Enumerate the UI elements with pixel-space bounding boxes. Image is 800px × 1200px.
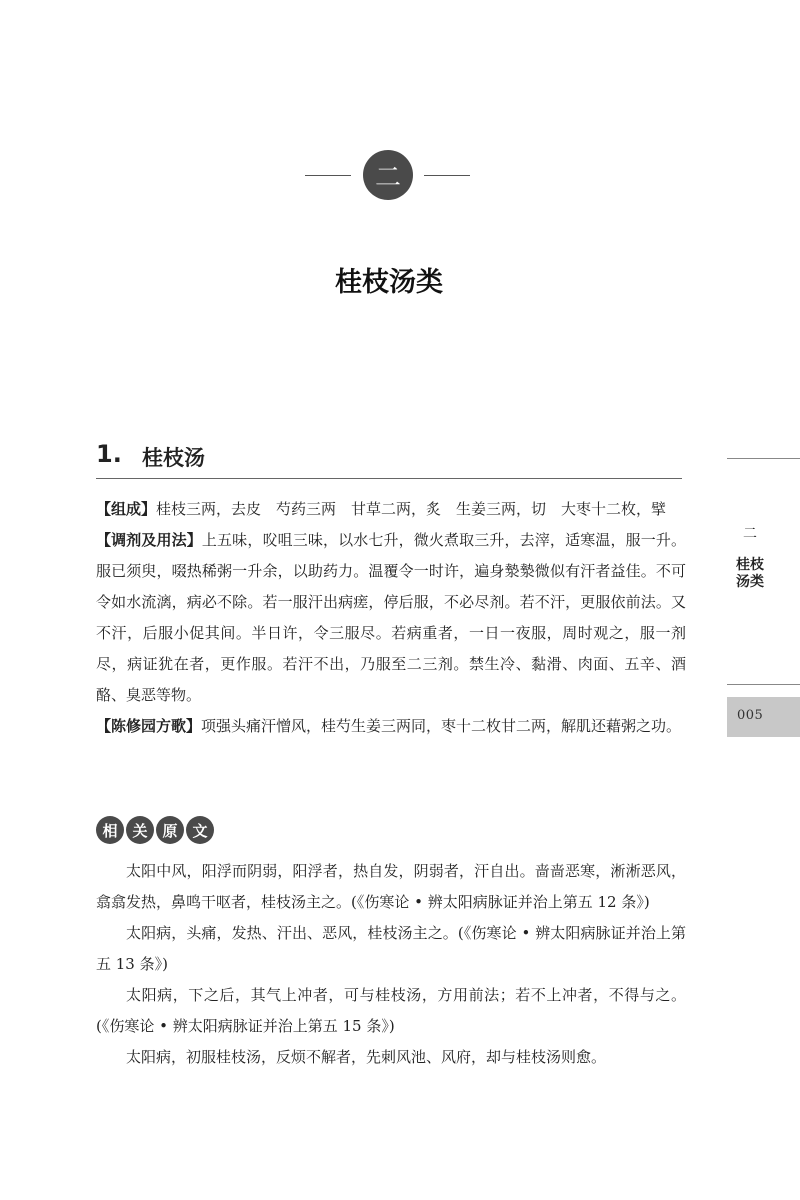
chapter-number-badge: 二 bbox=[363, 150, 413, 200]
chapter-title: 桂枝汤类 bbox=[335, 267, 443, 298]
related-original-text-heading bbox=[96, 816, 214, 844]
usage-paragraph bbox=[96, 525, 686, 711]
song-paragraph bbox=[96, 711, 686, 742]
chapter-rule-left bbox=[305, 175, 351, 176]
formula-block bbox=[96, 494, 686, 742]
related-paragraph: 太阳病，初服桂枝汤，反烦不解者，先刺风池、风府，却与桂枝汤则愈。 bbox=[126, 1048, 607, 1066]
side-chapter-number: 二 bbox=[743, 526, 757, 542]
composition-paragraph bbox=[96, 494, 686, 525]
composition-label: 【组成】 bbox=[96, 500, 157, 518]
side-rule-top bbox=[727, 458, 800, 459]
chapter-rule-right bbox=[424, 175, 470, 176]
heading-char: 文 bbox=[186, 816, 214, 844]
heading-char: 关 bbox=[126, 816, 154, 844]
song-text: 项强头痛汗憎风，桂芍生姜三两同，枣十二枚甘二两，解肌还藉粥之功。 bbox=[201, 717, 682, 735]
related-paragraph: 太阳中风，阳浮而阴弱，阳浮者，热自发，阴弱者，汗自出。啬啬恶寒，淅淅恶风，翕翕发热，鼻鸣干呕者，桂枝汤主之。(《伤寒论 • 辨太阳病脉证并治上第五 12 条》) bbox=[96, 862, 686, 911]
section-heading bbox=[96, 440, 682, 479]
heading-char: 相 bbox=[96, 816, 124, 844]
page-number-box bbox=[727, 697, 800, 737]
section-number: 1. bbox=[96, 440, 122, 468]
side-chapter-title bbox=[735, 557, 765, 591]
side-rule-bottom bbox=[727, 684, 800, 685]
side-chapter-title-text: 桂枝汤类 bbox=[736, 557, 764, 590]
usage-text: 上五味，㕮咀三味，以水七升，微火煮取三升，去滓，适寒温，服一升。服已须臾，啜热稀粥一升余，以助药力。温覆令一时许，遍身漐漐微似有汗者益佳。不可令如水流漓，病必不除。若一服汗出病瘥，停后服，不必尽剂。若不汗，更服依前法。又不汗，后服小促其间。半日许，令三服尽。若病重者，一日一夜服，周时观之，服一剂尽，病证犹在者，更作服。若汗不出，乃服至二三剂。禁生冷、黏滑、肉面、五辛、酒酪、臭恶等物。 bbox=[96, 531, 686, 704]
usage-label: 【调剂及用法】 bbox=[96, 531, 202, 549]
related-text-block bbox=[96, 856, 686, 1073]
related-paragraph: 太阳病，下之后，其气上冲者，可与桂枝汤，方用前法；若不上冲者，不得与之。(《伤寒论 • 辨太阳病脉证并治上第五 15 条》) bbox=[96, 986, 686, 1035]
heading-char: 原 bbox=[156, 816, 184, 844]
section-title: 桂枝汤 bbox=[142, 446, 205, 470]
song-label: 【陈修园方歌】 bbox=[96, 717, 202, 735]
composition-text: 桂枝三两，去皮 芍药三两 甘草二两，炙 生姜三两，切 大枣十二枚，擘 bbox=[156, 500, 667, 518]
page-number: 005 bbox=[737, 708, 764, 723]
related-paragraph: 太阳病，头痛，发热、汗出、恶风，桂枝汤主之。(《伤寒论 • 辨太阳病脉证并治上第五 13 条》) bbox=[96, 924, 686, 973]
